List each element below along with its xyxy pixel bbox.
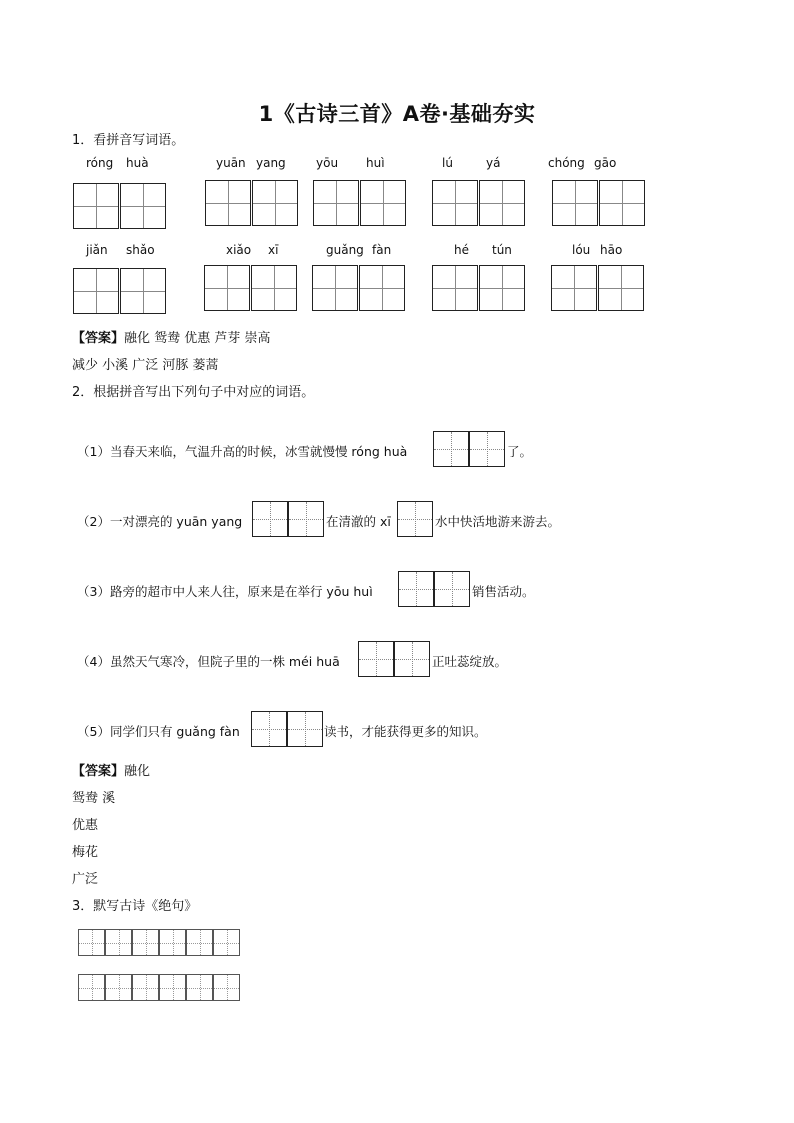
poem-cell[interactable]: [78, 974, 105, 1001]
tianzige-cell[interactable]: [73, 268, 119, 314]
answer-line: 减少 小溪 广泛 河豚 蒌蒿: [72, 358, 219, 373]
sentence-2-text: （2）一对漂亮的 yuān yang: [77, 514, 243, 529]
pinyin-10b: hāo: [600, 243, 623, 257]
tianzige-cell[interactable]: [479, 180, 525, 226]
answer-cell[interactable]: [434, 571, 470, 607]
tianzige-cell[interactable]: [312, 265, 358, 311]
sentence-3-text: （3）路旁的超市中人来人往，原来是在举行 yōu huì: [77, 584, 373, 599]
pinyin-6a: jiǎn: [86, 243, 108, 257]
tianzige-cell[interactable]: [360, 180, 406, 226]
answer-cell[interactable]: [252, 501, 288, 537]
poem-cell[interactable]: [159, 974, 186, 1001]
tianzige-cell[interactable]: [552, 180, 598, 226]
pinyin-10a: lóu: [572, 243, 591, 257]
answer-cell[interactable]: [469, 431, 505, 467]
sentence-3-end: 销售活动。: [472, 584, 535, 599]
question-3-prompt: 3．默写古诗《绝句》: [72, 899, 198, 914]
sentence-1-text: （1）当春天来临，气温升高的时候，冰雪就慢慢 róng huà: [77, 444, 408, 459]
answer-cell[interactable]: [394, 641, 430, 677]
sentence-2-end: 水中快活地游来游去。: [435, 514, 561, 529]
sentence-5-text: （5）同学们只有 guǎng fàn: [77, 724, 240, 739]
pinyin-6b: shǎo: [126, 243, 155, 257]
pinyin-8a: guǎng: [326, 243, 364, 257]
poem-cell[interactable]: [186, 974, 213, 1001]
poem-cell[interactable]: [213, 929, 240, 956]
pinyin-3a: yōu: [316, 156, 339, 170]
page-title: 1《古诗三首》A卷·基础夯实: [258, 102, 536, 126]
answer-line: 融化 鸳鸯 优惠 芦芽 崇高: [124, 331, 271, 346]
poem-cell[interactable]: [105, 929, 132, 956]
answer-cell[interactable]: [251, 711, 287, 747]
pinyin-9b: tún: [492, 243, 512, 257]
pinyin-2b: yang: [256, 156, 286, 170]
tianzige-cell[interactable]: [204, 265, 250, 311]
tianzige-cell[interactable]: [432, 265, 478, 311]
sentence-5-end: 读书，才能获得更多的知识。: [324, 724, 487, 739]
sentence-2-middle: 在清澈的 xī: [326, 514, 391, 529]
pinyin-1b: huà: [126, 156, 149, 170]
answer-cell[interactable]: [288, 501, 324, 537]
pinyin-9a: hé: [454, 243, 469, 257]
poem-cell[interactable]: [213, 974, 240, 1001]
pinyin-7a: xiǎo: [226, 243, 252, 257]
answer-block-1: [72, 327, 271, 346]
tianzige-cell[interactable]: [120, 268, 166, 314]
answer-line: 优惠: [72, 818, 99, 833]
tianzige-cell[interactable]: [205, 180, 251, 226]
poem-cell[interactable]: [159, 929, 186, 956]
poem-cell[interactable]: [132, 974, 159, 1001]
answer-block-2: [72, 760, 150, 779]
answer-cell[interactable]: [398, 571, 434, 607]
pinyin-2a: yuān: [216, 156, 246, 170]
answer-line: 融化: [124, 764, 151, 779]
question-2-prompt: 2．根据拼音写出下列句子中对应的词语。: [72, 385, 315, 400]
sentence-1-end: 了。: [507, 444, 533, 459]
pinyin-5a: chóng: [548, 156, 585, 170]
answer-label: 【答案】: [72, 764, 125, 779]
tianzige-cell[interactable]: [479, 265, 525, 311]
poem-cell[interactable]: [78, 929, 105, 956]
answer-cell[interactable]: [433, 431, 469, 467]
answer-label: 【答案】: [72, 331, 125, 346]
tianzige-cell[interactable]: [432, 180, 478, 226]
question-1-prompt: 1．看拼音写词语。: [72, 133, 185, 148]
answer-line: 广泛: [72, 872, 99, 887]
tianzige-cell[interactable]: [251, 265, 297, 311]
tianzige-cell[interactable]: [120, 183, 166, 229]
tianzige-cell[interactable]: [313, 180, 359, 226]
poem-cell[interactable]: [105, 974, 132, 1001]
sentence-4-end: 正吐蕊绽放。: [432, 654, 508, 669]
pinyin-4b: yá: [486, 156, 501, 170]
answer-cell[interactable]: [358, 641, 394, 677]
answer-line: 梅花: [72, 845, 99, 860]
tianzige-cell[interactable]: [599, 180, 645, 226]
sentence-4-text: （4）虽然天气寒冷，但院子里的一株 méi huā: [77, 654, 340, 669]
pinyin-4a: lú: [442, 156, 453, 170]
tianzige-cell[interactable]: [252, 180, 298, 226]
pinyin-3b: huì: [366, 156, 385, 170]
pinyin-1a: róng: [86, 156, 114, 170]
poem-cell[interactable]: [186, 929, 213, 956]
pinyin-8b: fàn: [372, 243, 392, 257]
tianzige-cell[interactable]: [598, 265, 644, 311]
pinyin-5b: gāo: [594, 156, 617, 170]
answer-line: 鸳鸯 溪: [72, 791, 116, 806]
poem-cell[interactable]: [132, 929, 159, 956]
tianzige-cell[interactable]: [73, 183, 119, 229]
answer-cell[interactable]: [397, 501, 433, 537]
answer-cell[interactable]: [287, 711, 323, 747]
tianzige-cell[interactable]: [359, 265, 405, 311]
pinyin-7b: xī: [268, 243, 279, 257]
tianzige-cell[interactable]: [551, 265, 597, 311]
